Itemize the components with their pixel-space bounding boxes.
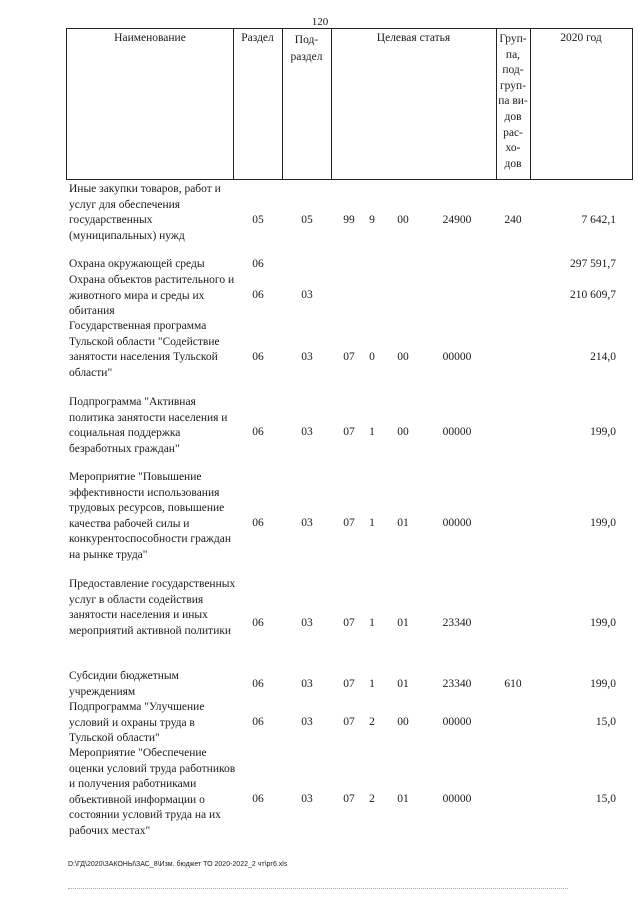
row-amount: 199,0 bbox=[590, 517, 616, 529]
row-target-direction: 00000 bbox=[442, 793, 472, 805]
row-name: Мероприятие "Обеспечение оценки условий труда работников и получения работниками объективной информации о состоянии условий труда на их рабочих местах" bbox=[69, 747, 236, 837]
row-subsection: 03 bbox=[301, 678, 313, 690]
row-target-event: 00 bbox=[397, 716, 409, 728]
header-divider bbox=[233, 29, 234, 179]
row-target-direction: 23340 bbox=[442, 617, 472, 629]
table-header bbox=[66, 28, 633, 180]
row-subsection: 03 bbox=[301, 351, 313, 363]
row-section: 06 bbox=[252, 517, 264, 529]
row-target-direction: 00000 bbox=[442, 517, 472, 529]
row-target-subprogram: 0 bbox=[369, 351, 375, 363]
row-amount: 15,0 bbox=[595, 793, 616, 805]
row-target-event: 00 bbox=[397, 351, 409, 363]
row-group: 610 bbox=[504, 678, 522, 690]
row-subsection: 03 bbox=[301, 517, 313, 529]
header-target: Целевая статья bbox=[376, 32, 451, 44]
row-subsection: 03 bbox=[301, 716, 313, 728]
row-section: 06 bbox=[252, 351, 264, 363]
row-section: 06 bbox=[252, 289, 264, 301]
row-target-direction: 00000 bbox=[442, 426, 472, 438]
row-section: 05 bbox=[252, 214, 264, 226]
row-target-subprogram: 1 bbox=[369, 678, 375, 690]
row-subsection: 03 bbox=[301, 793, 313, 805]
row-amount: 210 609,7 bbox=[570, 289, 616, 301]
header-divider bbox=[331, 29, 332, 179]
row-amount: 199,0 bbox=[590, 426, 616, 438]
row-target-program: 07 bbox=[343, 351, 355, 363]
row-amount: 199,0 bbox=[590, 678, 616, 690]
row-subsection: 05 bbox=[301, 214, 313, 226]
header-group: Груп- па, под- груп- па ви- дов рас- хо- дов bbox=[498, 33, 528, 170]
row-section: 06 bbox=[252, 793, 264, 805]
header-year: 2020 год bbox=[560, 32, 602, 44]
row-amount: 15,0 bbox=[595, 716, 616, 728]
row-section: 06 bbox=[252, 426, 264, 438]
row-amount: 7 642,1 bbox=[581, 214, 616, 226]
row-name: Охрана объектов растительного и животного мира и среды их обитания bbox=[69, 274, 235, 317]
row-name: Охрана окружающей среды bbox=[69, 258, 205, 270]
row-target-event: 01 bbox=[397, 517, 409, 529]
row-name: Подпрограмма "Активная политика занятости населения и социальная поддержка безработных граждан" bbox=[69, 396, 228, 455]
row-target-program: 99 bbox=[343, 214, 355, 226]
row-subsection: 03 bbox=[301, 289, 313, 301]
page-number: 120 bbox=[311, 16, 329, 28]
row-target-event: 00 bbox=[397, 214, 409, 226]
row-amount: 297 591,7 bbox=[570, 258, 616, 270]
row-target-direction: 00000 bbox=[442, 716, 472, 728]
file-path-footer: D:\ГД\2020\ЗАКОНЫ\ЗАС_8\Изм. бюджет ТО 2020-2022_2 чт\рг6.xls bbox=[68, 861, 288, 868]
row-name: Субсидии бюджетным учреждениям bbox=[69, 670, 179, 698]
row-target-direction: 23340 bbox=[442, 678, 472, 690]
row-target-subprogram: 9 bbox=[369, 214, 375, 226]
row-target-event: 01 bbox=[397, 793, 409, 805]
row-target-subprogram: 2 bbox=[369, 793, 375, 805]
row-target-event: 00 bbox=[397, 426, 409, 438]
row-target-subprogram: 1 bbox=[369, 517, 375, 529]
row-name: Мероприятие "Повышение эффективности использования трудовых ресурсов, повышение качества рабочей силы и конкурентоспособности граждан на рынке труда" bbox=[69, 471, 231, 561]
row-amount: 214,0 bbox=[590, 351, 616, 363]
row-group: 240 bbox=[504, 214, 522, 226]
row-target-subprogram: 2 bbox=[369, 716, 375, 728]
row-section: 06 bbox=[252, 617, 264, 629]
row-target-subprogram: 1 bbox=[369, 617, 375, 629]
row-target-program: 07 bbox=[343, 426, 355, 438]
row-name: Государственная программа Тульской области "Содействие занятости населения Тульской области" bbox=[69, 320, 220, 379]
row-name: Иные закупки товаров, работ и услуг для обеспечения государственных (муниципальных) нужд bbox=[69, 183, 221, 242]
row-target-direction: 00000 bbox=[442, 351, 472, 363]
row-subsection: 03 bbox=[301, 426, 313, 438]
row-target-event: 01 bbox=[397, 617, 409, 629]
row-subsection: 03 bbox=[301, 617, 313, 629]
row-target-program: 07 bbox=[343, 716, 355, 728]
header-divider bbox=[530, 29, 531, 179]
row-section: 06 bbox=[252, 678, 264, 690]
row-amount: 199,0 bbox=[590, 617, 616, 629]
row-target-program: 07 bbox=[343, 517, 355, 529]
row-target-program: 07 bbox=[343, 793, 355, 805]
row-section: 06 bbox=[252, 716, 264, 728]
header-subsection: Под- раздел bbox=[290, 34, 323, 63]
header-section: Раздел bbox=[241, 32, 274, 44]
row-target-subprogram: 1 bbox=[369, 426, 375, 438]
bottom-divider bbox=[68, 888, 568, 889]
row-target-event: 01 bbox=[397, 678, 409, 690]
row-name: Подпрограмма "Улучшение условий и охраны труда в Тульской области" bbox=[69, 701, 205, 744]
row-target-direction: 24900 bbox=[442, 214, 472, 226]
row-section: 06 bbox=[252, 258, 264, 270]
row-name: Предоставление государственных услуг в области содействия занятости населения и иных мероприятий активной политики bbox=[69, 578, 236, 637]
row-target-program: 07 bbox=[343, 678, 355, 690]
row-target-program: 07 bbox=[343, 617, 355, 629]
header-name: Наименование bbox=[114, 32, 186, 44]
